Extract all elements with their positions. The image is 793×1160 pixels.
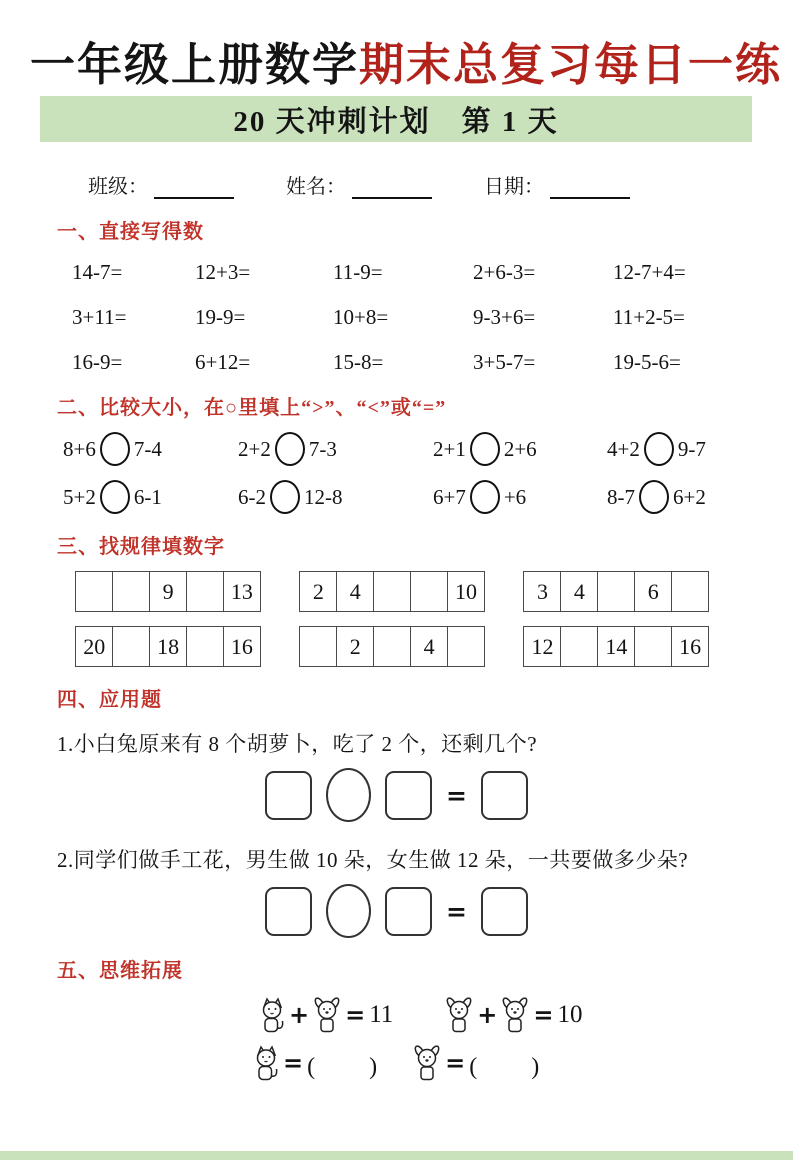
math-problem[interactable]: 6+12=: [195, 350, 251, 374]
equation1-result: 11: [369, 1001, 394, 1028]
date-field-label: 日期：: [484, 176, 544, 198]
math-problem[interactable]: 12+3=: [195, 260, 251, 284]
section2-heading: 二、比较大小，在○里填上“>”、“<”或“=”: [57, 397, 447, 419]
math-problem[interactable]: 3+11=: [72, 305, 127, 329]
fill-cell[interactable]: 16: [671, 626, 710, 667]
fill-cell[interactable]: 2: [299, 571, 338, 612]
answer-box[interactable]: [481, 887, 528, 936]
pattern-table: [299, 571, 485, 612]
math-problem[interactable]: 11-9=: [333, 260, 383, 284]
dog-icon: [413, 1045, 441, 1081]
compare-item: [238, 432, 433, 466]
compare-item: [607, 480, 793, 514]
name-field-label: 姓名：: [286, 176, 346, 198]
section1-problems: [72, 260, 793, 375]
compare-left: 2+2: [238, 436, 271, 461]
class-field-label: 班级：: [88, 176, 148, 198]
pattern-table: [299, 626, 485, 667]
fill-cell[interactable]: 10: [447, 571, 486, 612]
math-problem[interactable]: 19-9=: [195, 305, 246, 329]
word-problem-2: 2.同学们做手工花，男生做 10 朵，女生做 12 朵，一共要做多少朵?: [57, 848, 689, 872]
animal-equation-2: [445, 997, 582, 1033]
plan-banner: [40, 96, 752, 142]
operator-circle[interactable]: [326, 768, 371, 822]
compare-right: 12-8: [304, 484, 343, 509]
fill-cell[interactable]: 9: [149, 571, 188, 612]
section1-heading: 一、直接写得数: [57, 221, 204, 243]
pattern-table: [75, 626, 261, 667]
date-field-blank[interactable]: [550, 177, 630, 199]
compare-right: +6: [503, 484, 527, 509]
compare-left: 2+1: [433, 436, 466, 461]
answer-blank[interactable]: ( ): [469, 1053, 542, 1080]
answer-box[interactable]: [481, 771, 528, 820]
math-problem[interactable]: 15-8=: [333, 350, 384, 374]
info-fields: [88, 170, 793, 199]
compare-left: 6+7: [433, 484, 466, 509]
compare-right: 6-1: [133, 484, 162, 509]
compare-circle[interactable]: [275, 432, 305, 466]
fill-cell[interactable]: [373, 571, 412, 612]
compare-right: 6+2: [673, 484, 706, 509]
bottom-green-strip: [0, 1151, 793, 1160]
fill-cell[interactable]: [373, 626, 412, 667]
compare-item: [607, 432, 793, 466]
answer-box[interactable]: [265, 771, 312, 820]
class-field-blank[interactable]: [154, 177, 234, 199]
compare-left: 8-7: [607, 484, 635, 509]
answer-box[interactable]: [265, 887, 312, 936]
compare-circle[interactable]: [100, 480, 130, 514]
animal-equation-1: [258, 997, 393, 1033]
page-title: [30, 38, 783, 92]
fill-cell[interactable]: 4: [560, 571, 599, 612]
fill-cell[interactable]: 6: [634, 571, 673, 612]
compare-left: 6-2: [238, 484, 266, 509]
equals-sign: =: [283, 1049, 304, 1077]
operator-circle[interactable]: [326, 884, 371, 938]
compare-right: 9-7: [677, 436, 706, 461]
compare-left: 5+2: [63, 484, 96, 509]
answer-row-2: [0, 884, 793, 938]
math-problem[interactable]: 16-9=: [72, 350, 123, 374]
pattern-table: [523, 626, 709, 667]
compare-item: [433, 432, 607, 466]
pattern-table: [75, 571, 261, 612]
compare-right: 7-4: [133, 436, 162, 461]
fill-cell[interactable]: [186, 571, 225, 612]
pattern-tables-row2: [75, 626, 793, 667]
math-problem[interactable]: 19-5-6=: [613, 350, 681, 374]
compare-left: 4+2: [607, 436, 640, 461]
animal-equations-row: [258, 997, 793, 1033]
fill-cell[interactable]: [410, 571, 449, 612]
compare-circle[interactable]: [100, 432, 130, 466]
dog-icon: [313, 997, 341, 1033]
equals-sign: =: [345, 1001, 366, 1029]
page-title-black: 一年级上册数学: [30, 40, 360, 90]
name-field-blank[interactable]: [352, 177, 432, 199]
animal-answer-2: [413, 1045, 541, 1081]
section5-heading: 五、思维拓展: [57, 960, 183, 982]
equation2-result: 10: [557, 1001, 583, 1028]
plus-sign: +: [289, 1001, 310, 1029]
fill-cell[interactable]: [75, 571, 114, 612]
page-title-red: 期末总复习每日一练: [359, 40, 783, 90]
math-problem[interactable]: 12-7+4=: [613, 260, 686, 284]
fill-cell[interactable]: [112, 571, 151, 612]
math-problem[interactable]: 10+8=: [333, 305, 389, 329]
compare-item: [238, 480, 433, 514]
equals-sign: =: [445, 1049, 466, 1077]
fill-cell[interactable]: 20: [75, 626, 114, 667]
fill-cell[interactable]: 4: [336, 571, 375, 612]
section4-heading: 四、应用题: [57, 689, 162, 711]
compare-left: 8+6: [63, 436, 96, 461]
math-problem[interactable]: 3+5-7=: [473, 350, 536, 374]
pattern-tables-row1: [75, 571, 793, 612]
compare-circle[interactable]: [470, 480, 500, 514]
math-problem[interactable]: 2+6-3=: [473, 260, 536, 284]
plus-sign: +: [477, 1001, 498, 1029]
fill-cell[interactable]: 4: [410, 626, 449, 667]
fill-cell[interactable]: 3: [523, 571, 562, 612]
class-field: [88, 170, 234, 199]
plan-banner-text: 20 天冲刺计划 第 1 天: [233, 105, 559, 138]
compare-item: [63, 480, 238, 514]
answer-box[interactable]: [385, 887, 432, 936]
fill-cell[interactable]: [299, 626, 338, 667]
dog-icon: [445, 997, 473, 1033]
pattern-table: [523, 571, 709, 612]
fill-cell[interactable]: 12: [523, 626, 562, 667]
math-problem[interactable]: 14-7=: [72, 260, 123, 284]
fill-cell[interactable]: [634, 626, 673, 667]
fill-cell[interactable]: [186, 626, 225, 667]
cat-icon: [258, 997, 285, 1033]
fill-cell[interactable]: 16: [223, 626, 262, 667]
dog-icon: [501, 997, 529, 1033]
math-problem[interactable]: 11+2-5=: [613, 305, 685, 329]
fill-cell[interactable]: 13: [223, 571, 262, 612]
compare-circle[interactable]: [639, 480, 669, 514]
equals-sign: =: [533, 1001, 554, 1029]
compare-item: [433, 480, 607, 514]
compare-circle[interactable]: [270, 480, 300, 514]
compare-item: [63, 432, 238, 466]
cat-icon: [252, 1045, 279, 1081]
compare-circle[interactable]: [644, 432, 674, 466]
section2-comparisons: [63, 432, 793, 514]
fill-cell[interactable]: [597, 571, 636, 612]
answer-box[interactable]: [385, 771, 432, 820]
fill-cell[interactable]: [447, 626, 486, 667]
math-problem[interactable]: 9-3+6=: [473, 305, 536, 329]
compare-circle[interactable]: [470, 432, 500, 466]
compare-right: 7-3: [308, 436, 337, 461]
fill-cell[interactable]: 14: [597, 626, 636, 667]
word-problem-1: 1.小白兔原来有 8 个胡萝卜，吃了 2 个，还剩几个?: [57, 732, 538, 756]
answer-blank[interactable]: ( ): [307, 1053, 380, 1080]
compare-right: 2+6: [503, 436, 537, 461]
date-field: [484, 170, 630, 199]
equals-sign: =: [446, 780, 467, 810]
equals-sign: =: [446, 896, 467, 926]
fill-cell[interactable]: [671, 571, 710, 612]
name-field: [286, 170, 432, 199]
answer-row-1: [0, 768, 793, 822]
animal-answer-1: [252, 1045, 379, 1081]
fill-cell[interactable]: [112, 626, 151, 667]
section3-heading: 三、找规律填数字: [57, 536, 225, 558]
fill-cell[interactable]: 2: [336, 626, 375, 667]
animal-answers-row: [252, 1045, 793, 1081]
fill-cell[interactable]: 18: [149, 626, 188, 667]
fill-cell[interactable]: [560, 626, 599, 667]
